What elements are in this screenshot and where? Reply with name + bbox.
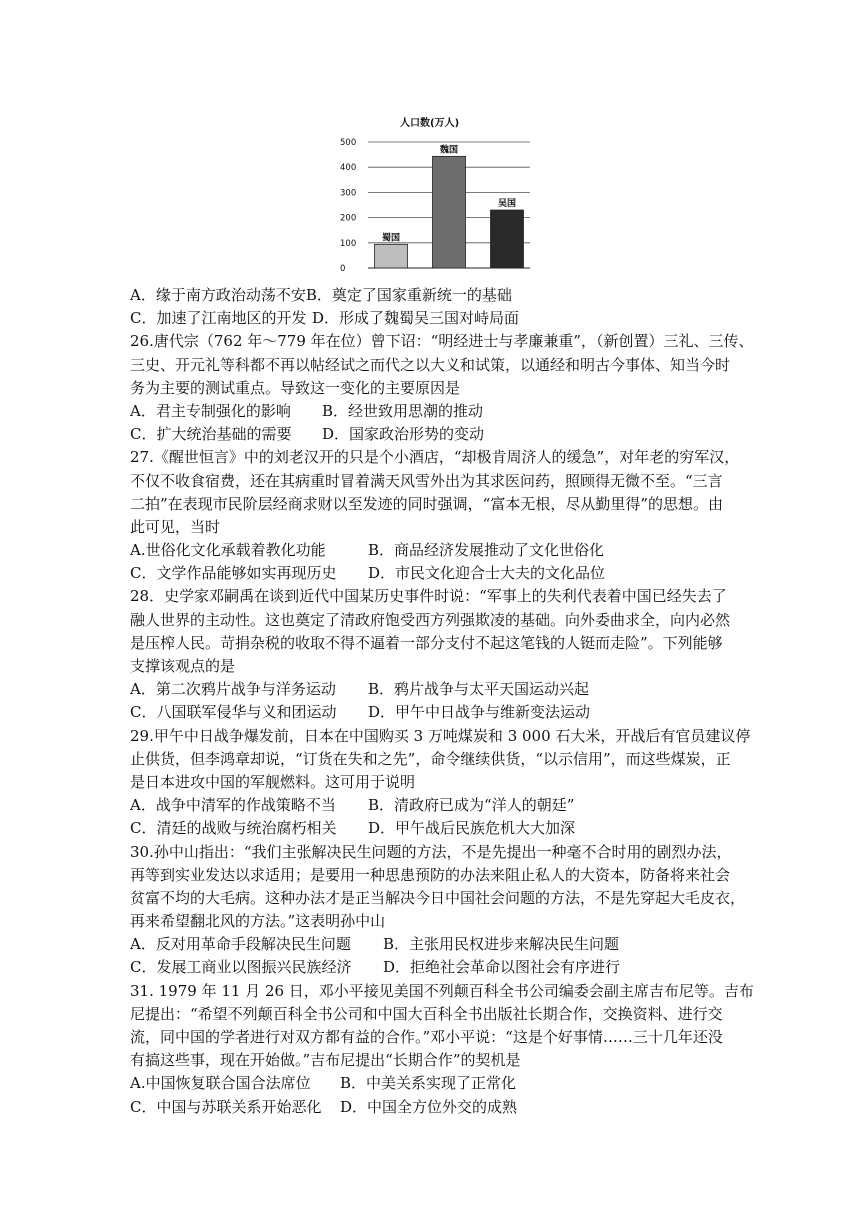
q31-options-row-1 — [130, 1072, 740, 1095]
chart-title: 人口数(万人) — [400, 118, 460, 129]
q29-option-c[interactable]: C．清廷的战败与统治腐朽相关 — [130, 819, 337, 838]
q27-stem-line: 27.《醒世恒言》中的刘老汉开的只是个小酒店，“却极肯周济人的缓急”，对年老的穷军汉， — [130, 448, 740, 467]
y-tick-label: 0 — [340, 264, 346, 274]
q26-stem-line: 26.唐代宗（762 年～779 年在位）曾下诏：“明经进士与孝廉兼重”，（新创置）三礼、三传、 — [130, 332, 754, 351]
bar-label: 吴国 — [497, 199, 517, 210]
q26-stem-line: 三史、开元礼等科都不再以帖经试之而代之以大义和试策，以通经和明古今事体、知当今时 — [130, 355, 731, 374]
q29-option-b[interactable]: B．清政府已成为“洋人的朝廷” — [368, 796, 575, 815]
q31-option-b[interactable]: B．中美关系实现了正常化 — [340, 1074, 517, 1093]
y-tick-label: 500 — [340, 138, 357, 148]
q29-option-a[interactable]: A．战争中清军的作战策略不当 — [130, 796, 336, 815]
q25-option-c[interactable]: C．加速了江南地区的开发 — [130, 309, 307, 328]
bar-1 — [375, 244, 408, 268]
q31-option-a[interactable]: A.中国恢复联合国合法席位 — [130, 1074, 311, 1093]
q25-options-row-1 — [130, 284, 740, 307]
q29-stem-line: 是日本进攻中国的军舰燃料。这可用于说明 — [130, 772, 416, 791]
q30-options-row-2 — [130, 956, 740, 979]
q31-option-c[interactable]: C．中国与苏联关系开始恶化 — [130, 1097, 322, 1116]
q28-stem-line: 支撑该观点的是 — [130, 657, 236, 675]
q28-stem-line: 28．史学家邓嗣禹在谈到近代中国某历史事件时说：“军事上的失利代表着中国已经失去了 — [130, 587, 727, 606]
q29-stem-line: 止供货，但李鸿章却说，“订货在失和之先”，命令继续供货，“以示信用”，而这些煤炭，正 — [130, 749, 731, 768]
q30-option-a[interactable]: A．反对用革命手段解决民生问题 — [130, 935, 351, 954]
q26-options-row-1 — [130, 400, 740, 423]
bar-label: 魏国 — [439, 145, 459, 156]
q28-option-d[interactable]: D．甲午中日战争与维新变法运动 — [368, 703, 591, 722]
y-tick-label: 300 — [340, 188, 357, 199]
q28-option-a[interactable]: A．第二次鸦片战争与洋务运动 — [130, 680, 336, 699]
q30-stem-line: 30.孙中山指出：“我们主张解决民生问题的方法，不是先提出一种毫不合时用的剧烈办法， — [130, 842, 732, 861]
q27-stem-line: 二拍”在表现市民阶层经商求财以至发迹的同时强调，“富本无根，尽从勤里得”的思想。由 — [130, 494, 724, 513]
y-tick-label: 100 — [340, 238, 357, 249]
q27-option-d[interactable]: D．市民文化迎合士大夫的文化品位 — [368, 564, 606, 583]
chart-svg — [330, 112, 540, 280]
q30-options-row-1 — [130, 933, 740, 956]
q27-option-a[interactable]: A.世俗化文化承载着教化功能 — [130, 541, 326, 560]
q26-options-row-2 — [130, 423, 740, 446]
q30-option-d[interactable]: D．拒绝社会革命以图社会有序进行 — [383, 958, 621, 977]
q27-option-c[interactable]: C．文学作品能够如实再现历史 — [130, 564, 337, 583]
q25-options-row-2 — [130, 307, 740, 330]
q25-option-a[interactable]: A．缘于南方政治动荡不安 — [130, 286, 306, 304]
q31-stem-line: 尼提出：“希望不列颠百科全书公司和中国大百科全书出版社长期合作，交换资料、进行交 — [130, 1004, 723, 1023]
q27-options-row-1 — [130, 539, 740, 562]
y-tick-label: 200 — [340, 213, 357, 224]
q30-stem-line: 再来希望翻北风的方法。”这表明孙中山 — [130, 912, 386, 931]
q28-option-c[interactable]: C．八国联军侵华与义和团运动 — [130, 703, 337, 722]
q31-option-d[interactable]: D．中国全方位外交的成熟 — [340, 1097, 518, 1116]
q29-options-row-1 — [130, 794, 740, 817]
q26-option-b[interactable]: B．经世致用思潮的推动 — [322, 401, 484, 420]
q28-options-row-1 — [130, 678, 740, 701]
q27-option-b[interactable]: B．商品经济发展推动了文化世俗化 — [368, 541, 605, 560]
q30-stem-line: 贫富不均的大毛病。这种办法才是正当解决今日中国社会问题的方法，不是先穿起大毛皮衣， — [130, 888, 746, 907]
q25-option-b[interactable]: B．奠定了国家重新统一的基础 — [305, 286, 512, 304]
q28-stem-line: 融人世界的主动性。这也奠定了清政府饱受西方列强欺凌的基础。向外委曲求全，向内必然 — [130, 610, 731, 629]
q29-option-d[interactable]: D．甲午战后民族危机大大加深 — [368, 819, 576, 838]
q31-stem-line: 有搞这些事，现在开始做。”吉布尼提出“长期合作”的契机是 — [130, 1051, 521, 1070]
q30-stem-line: 再等到实业发达以求适用；是要用一种思患预防的办法来阻止私人的大资本，防备将来社会 — [130, 865, 731, 884]
questions-content — [130, 284, 754, 1119]
q29-options-row-2 — [130, 817, 740, 840]
q28-options-row-2 — [130, 701, 740, 724]
q26-option-a[interactable]: A．君主专制强化的影响 — [130, 401, 291, 420]
bar-3 — [491, 210, 524, 268]
q31-options-row-2 — [130, 1096, 740, 1119]
q30-option-c[interactable]: C．发展工商业以图振兴民族经济 — [130, 958, 352, 977]
q27-stem-line: 不仅不收食宿费，还在其病重时冒着满天风雪外出为其求医问药，照顾得无微不至。“三言 — [130, 471, 723, 490]
y-tick-label: 400 — [340, 163, 357, 174]
q27-options-row-2 — [130, 562, 740, 585]
bar-2 — [433, 156, 466, 268]
q28-option-b[interactable]: B．鸦片战争与太平天国运动兴起 — [368, 680, 590, 699]
bar-label: 蜀国 — [381, 233, 401, 244]
q30-option-b[interactable]: B．主张用民权进步来解决民生问题 — [383, 935, 620, 954]
q31-stem-line: 流，同中国的学者进行对双方都有益的合作。”邓小平说：“这是个好事情……三十几年还没 — [130, 1028, 723, 1046]
q26-stem-line: 务为主要的测试重点。导致这一变化的主要原因是 — [130, 378, 461, 397]
population-bar-chart — [330, 112, 540, 280]
q29-stem-line: 29.甲午中日战争爆发前，日本在中国购买 3 万吨煤炭和 3 000 石大米，开战后有官员建议停 — [130, 726, 751, 745]
q27-stem-line: 此可见，当时 — [130, 517, 221, 536]
q25-option-d[interactable]: D．形成了魏蜀吴三国对峙局面 — [312, 309, 520, 328]
q28-stem-line: 是压榨人民。苛捐杂税的收取不得不逼着一部分支付不起这笔钱的人铤而走险”。下列能够 — [130, 633, 723, 652]
q31-stem-line: 31. 1979 年 11 月 26 日，邓小平接见美国不列颠百科全书公司编委会副主席吉布尼等。吉布 — [130, 981, 754, 1000]
q26-option-d[interactable]: D．国家政治形势的变动 — [322, 425, 485, 444]
q26-option-c[interactable]: C．扩大统治基础的需要 — [130, 425, 292, 444]
